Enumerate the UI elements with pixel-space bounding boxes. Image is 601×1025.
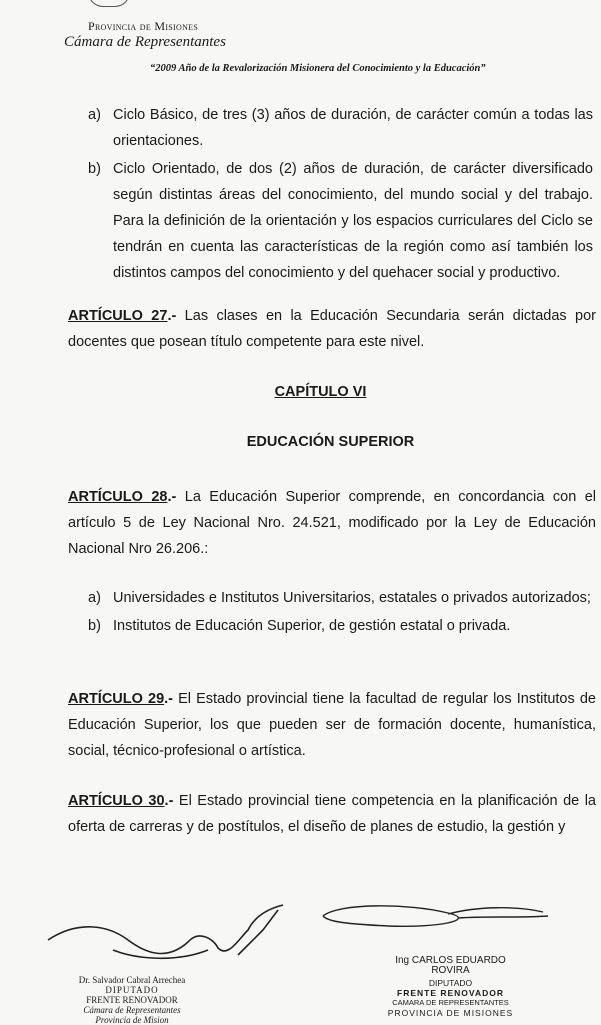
- list-item-text: Institutos de Educación Superior, de gestión estatal o privada.: [113, 618, 511, 634]
- signer-party: FRENTE RENOVADOR: [397, 988, 504, 998]
- list-item-label: a): [88, 590, 101, 606]
- signer-role: DIPUTADO: [105, 985, 159, 995]
- list-item: [88, 102, 593, 154]
- list-item-text: Ciclo Orientado, de dos (2) años de duración, de carácter diversificado según distintas áreas del conocimiento, del mundo social y del trabajo. Para la definición de la orientación y los espacios curriculares del Ciclo se tendrán en cuenta las características de la región como así también los distintos campos del conocimiento y del quehacer social y productivo.: [113, 161, 593, 281]
- list-item-label: b): [88, 618, 101, 634]
- article-sep: .-: [167, 308, 177, 324]
- list-item-text: Ciclo Básico, de tres (3) años de duración, de carácter común a todas las orientaciones.: [113, 107, 593, 149]
- article-heading: ARTÍCULO 28: [68, 489, 168, 505]
- chapter-number: CAPÍTULO VI: [274, 384, 367, 400]
- signer-role: DIPUTADO: [428, 978, 473, 988]
- article-30: [68, 788, 596, 840]
- signer-chamber: CAMARA DE REPRESENTANTES: [392, 998, 509, 1007]
- seal-emblem: [88, 0, 130, 7]
- article-sep: .-: [164, 691, 174, 707]
- signer-province: Provincia de Mision: [95, 1015, 169, 1025]
- province-name: Provincia de Misiones: [88, 19, 199, 33]
- list-item-label: a): [88, 107, 101, 123]
- article-27: [68, 303, 596, 355]
- chapter-title: EDUCACIÓN SUPERIOR: [246, 434, 415, 450]
- list-item: [88, 156, 593, 286]
- article-text: El Estado provincial tiene competencia en la planificación de la oferta de carreras y de postítulos, el diseño de planes de estudio, la gestión y: [68, 793, 596, 835]
- list-item: [88, 585, 593, 611]
- article-28: [68, 484, 596, 562]
- signer-name: Ing CARLOS EDUARDO ROVIRA: [395, 955, 506, 976]
- article-heading: ARTÍCULO 30: [68, 793, 165, 809]
- signer-party: FRENTE RENOVADOR: [86, 995, 178, 1005]
- list-top: [88, 102, 593, 286]
- signer-province: PROVINCIA DE MISIONES: [387, 1008, 514, 1018]
- article-29: [68, 686, 596, 764]
- article-heading: ARTÍCULO 29: [68, 691, 165, 707]
- year-motto: “2009 Año de la Revalorización Misionera del Conocimiento y la Educación”: [150, 63, 486, 74]
- chamber-name: Cámara de Representantes: [64, 34, 226, 50]
- list-item-text: Universidades e Institutos Universitarios, estatales o privados autorizados;: [113, 590, 591, 606]
- article-text: La Educación Superior comprende, en concordancia con el artículo 5 de Ley Nacional Nro. 24.521, modificado por la Ley de Educación Nacional Nro 26.206.:: [68, 489, 596, 557]
- signature-left-drawing: [38, 900, 298, 970]
- list-item-label: b): [88, 161, 101, 177]
- article-sep: .-: [164, 793, 174, 809]
- signer-name: Dr. Salvador Cabral Arrechea: [78, 975, 186, 985]
- signer-chamber: Cámara de Representantes: [83, 1005, 181, 1015]
- signature-left: [56, 975, 208, 1025]
- article-text: El Estado provincial tiene la facultad de regular los Institutos de Educación Superior, los que pueden ser de formación docente, humanística, social, técnico-profesional o artística.: [68, 691, 596, 759]
- article-heading: ARTÍCULO 27: [68, 308, 168, 324]
- list-28: [88, 585, 593, 639]
- article-text: Las clases en la Educación Secundaria serán dictadas por docentes que posean título competente para este nivel.: [68, 308, 596, 350]
- signature-right-drawing: [318, 898, 558, 938]
- signature-right: [378, 956, 523, 1018]
- list-item: [88, 613, 593, 639]
- article-sep: .-: [167, 489, 177, 505]
